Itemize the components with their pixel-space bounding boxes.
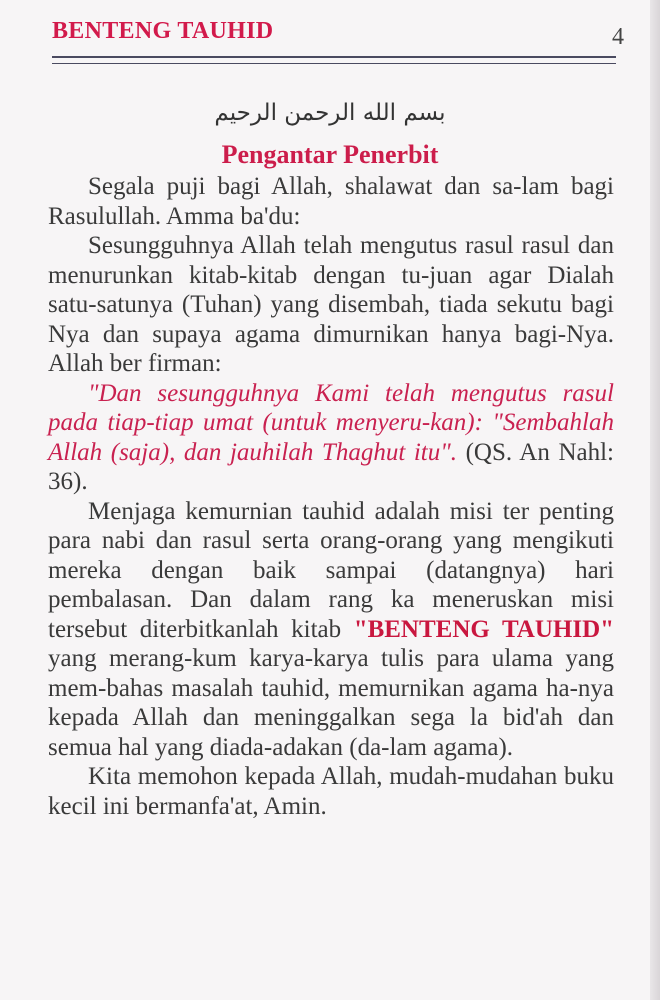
quran-quote: "Dan sesungguhnya Kami telah mengutus rasul pada tiap-tiap umat (untuk menyeru-kan): "Sembahlah Allah (saja), dan jauhilah Thaghut itu". xyxy=(48,379,614,466)
paragraph-4 xyxy=(48,497,614,763)
basmalah: بسم الله الرحمن الرحيم xyxy=(214,100,446,126)
body-text xyxy=(48,172,614,821)
paragraph-1: Segala puji bagi Allah, shalawat dan sa-lam bagi Rasulullah. Amma ba'du: xyxy=(48,173,614,230)
section-heading: Pengantar Penerbit xyxy=(221,140,439,169)
book-title: BENTENG TAUHID xyxy=(52,18,274,44)
running-header xyxy=(52,18,624,52)
page-number: 4 xyxy=(612,24,624,50)
paragraph-4-start: Menjaga kemurnian tauhid adalah misi ter penting para nabi dan rasul serta orang-orang yang mengikuti mereka dengan baik sampai (datangnya) hari pembalasan. Dan dalam rang ka meneruskan misi tersebut diterbitkanlah kitab xyxy=(48,497,614,643)
emphasized-book-title: "BENTENG TAUHID" xyxy=(353,615,614,643)
paragraph-5: Kita memohon kepada Allah, mudah-mudahan buku kecil ini bermanfa'at, Amin. xyxy=(48,763,614,820)
header-rule-thick xyxy=(52,56,616,58)
paragraph-3 xyxy=(48,379,614,497)
header-rule-thin xyxy=(52,63,616,64)
paragraph-4-end: yang merang-kum karya-karya tulis para ulama yang mem-bahas masalah tauhid, memurnikan agama ha-nya kepada Allah dan meninggalkan sega la bid'ah dan semua hal yang diada-adakan (da-lam agama). xyxy=(48,645,614,761)
quote-citation: (QS. An Nahl: 36). xyxy=(48,438,614,495)
paragraph-2: Sesungguhnya Allah telah mengutus rasul rasul dan menurunkan kitab-kitab dengan tu-juan agar Dialah satu-satunya (Tuhan) yang disembah, tiada sekutu bagi Nya dan supaya agama dimurnikan hanya bagi-Nya. Allah ber firman: xyxy=(48,232,614,377)
